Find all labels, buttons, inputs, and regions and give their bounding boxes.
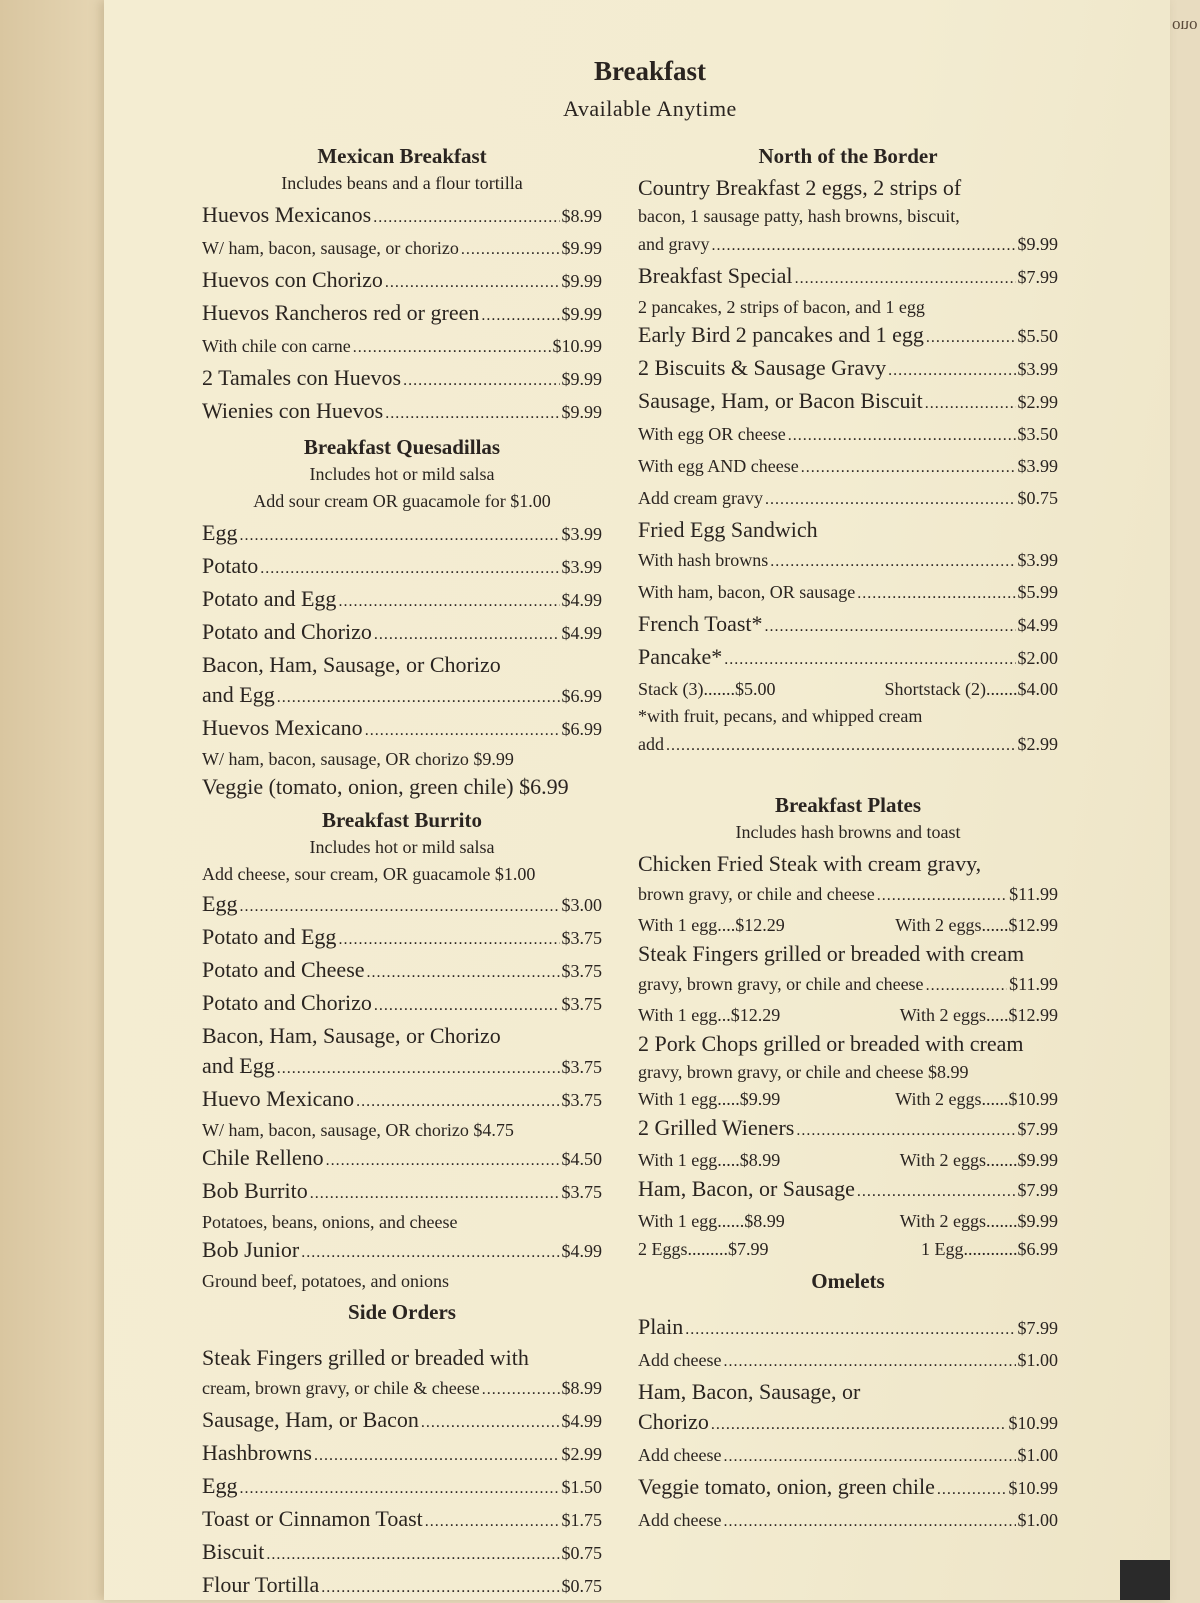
- menu-item: 2 Biscuits & Sausage Gravy ..... $3.99: [638, 353, 1058, 386]
- left-column: [202, 138, 602, 1603]
- menu-item: [638, 545, 1058, 577]
- menu-item: [202, 396, 602, 429]
- gw-eggs: With 1 egg.....$8.99 With 2 eggs.......$9.99: [638, 1150, 1058, 1170]
- item-price: $9.99: [561, 271, 602, 291]
- pc-line2: gravy, brown gravy, or chile and cheese $8.99: [638, 1062, 969, 1082]
- menu-item: and gravy ..... $9.99: [638, 229, 1058, 261]
- item-price: $3.99: [561, 557, 602, 577]
- menu-item: [202, 265, 602, 298]
- menu-item: [202, 1570, 602, 1603]
- item-price: $3.99: [1017, 456, 1058, 476]
- menu-item: [638, 419, 1058, 451]
- item-name: Huevos Rancheros red or green: [202, 300, 480, 325]
- mexican-list: [202, 200, 602, 429]
- item-price: $5.99: [1017, 582, 1058, 602]
- burrito-whbs: W/ ham, bacon, sausage, OR chorizo $4.75: [202, 1120, 514, 1140]
- menu-item: Ham, Bacon, or Sausage ..... $7.99: [638, 1174, 1058, 1207]
- fruit-line1: *with fruit, pecans, and whipped cream: [638, 706, 923, 726]
- north-heading: North of the Border: [758, 144, 938, 168]
- item-price: $0.75: [561, 1543, 602, 1563]
- menu-item: Chile Relleno ..... $4.50: [202, 1143, 602, 1176]
- item-price: $9.99: [561, 402, 602, 422]
- menu-item: Chorizo ..... $10.99: [638, 1407, 1058, 1440]
- item-name: Egg: [202, 1473, 238, 1498]
- item-name: Add cream gravy: [638, 488, 763, 508]
- menu-title: Breakfast: [594, 56, 706, 86]
- quesadillas-heading: Breakfast Quesadillas: [303, 435, 501, 459]
- hbs-eggs: With 1 egg......$8.99 With 2 eggs.......$9.99: [638, 1211, 1058, 1231]
- corner-text: ouo: [1172, 14, 1198, 33]
- background-left: [0, 0, 104, 1600]
- menu-item: Bob Junior ..... $4.99: [202, 1235, 602, 1268]
- item-price: $3.00: [561, 895, 602, 915]
- item-price: $1.50: [561, 1477, 602, 1497]
- item-price: $0.75: [1017, 488, 1058, 508]
- plates-note: Includes hash browns and toast: [735, 822, 961, 842]
- menu-item: [202, 889, 602, 922]
- burrito-list: [202, 889, 602, 1021]
- menu-item: [202, 1537, 602, 1570]
- menu-item: and Egg ..... $6.99: [202, 680, 602, 713]
- item-price: $1.75: [561, 1510, 602, 1530]
- menu-item: Bob Burrito ..... $3.75: [202, 1176, 602, 1209]
- item-price: $3.50: [1017, 424, 1058, 444]
- quesadillas-list: [202, 518, 602, 650]
- item-price: $8.99: [561, 206, 602, 226]
- sides-sf-line1: Steak Fingers grilled or breaded with: [202, 1345, 529, 1370]
- menu-item: brown gravy, or chile and cheese ..... $11.99: [638, 879, 1058, 911]
- item-name: Potato: [202, 553, 259, 578]
- omelets-heading: Omelets: [811, 1269, 885, 1293]
- sf-eggs: With 1 egg...$12.29 With 2 eggs.....$12.99: [638, 1005, 1058, 1025]
- menu-item: cream, brown gravy, or chile & cheese ..... $8.99: [202, 1373, 602, 1405]
- menu-item: Breakfast Special ..... $7.99: [638, 261, 1058, 294]
- item-price: $9.99: [561, 238, 602, 258]
- menu-item: [202, 1405, 602, 1438]
- right-column: [638, 138, 1058, 1537]
- menu-item: [202, 518, 602, 551]
- item-price: $3.99: [1017, 550, 1058, 570]
- item-name: W/ ham, bacon, sausage, or chorizo: [202, 238, 459, 258]
- menu-item: 2 Grilled Wieners ..... $7.99: [638, 1113, 1058, 1146]
- ques-bhs-line1: Bacon, Ham, Sausage, or Chorizo: [202, 652, 501, 677]
- ques-whbs: W/ ham, bacon, sausage, OR chorizo $9.99: [202, 749, 514, 769]
- item-name: Potato and Chorizo: [202, 990, 372, 1015]
- item-name: With ham, bacon, OR sausage: [638, 582, 856, 602]
- sides-heading: Side Orders: [348, 1300, 456, 1324]
- fes-name: Fried Egg Sandwich: [638, 517, 818, 542]
- burrito-bhs-line1: Bacon, Ham, Sausage, or Chorizo: [202, 1023, 501, 1048]
- item-name: Biscuit: [202, 1539, 265, 1564]
- item-name: With chile con carne: [202, 336, 351, 356]
- item-name: Potato and Cheese: [202, 957, 365, 982]
- item-name: Egg: [202, 891, 238, 916]
- bs-desc: 2 pancakes, 2 strips of bacon, and 1 egg: [638, 297, 925, 317]
- menu-item: Veggie tomato, onion, green chile ..... $10.99: [638, 1472, 1058, 1505]
- cb-line1: Country Breakfast 2 eggs, 2 strips of: [638, 175, 962, 200]
- menu-item: gravy, brown gravy, or chile and cheese ..... $11.99: [638, 969, 1058, 1001]
- item-name: Potato and Chorizo: [202, 619, 372, 644]
- burrito-note: Includes hot or mild salsa: [309, 837, 495, 857]
- item-name: With egg AND cheese: [638, 456, 799, 476]
- menu-item: [202, 1471, 602, 1504]
- menu-item: [638, 483, 1058, 515]
- item-price: $3.75: [561, 994, 602, 1014]
- item-price: $3.99: [561, 524, 602, 544]
- menu-item: and Egg ..... $3.75: [202, 1051, 602, 1084]
- bobjr-desc: Ground beef, potatoes, and onions: [202, 1271, 449, 1291]
- menu-item: Early Bird 2 pancakes and 1 egg ..... $5.50: [638, 320, 1058, 353]
- background-right: [1170, 0, 1200, 1600]
- cb-line2: bacon, 1 sausage patty, hash browns, biscuit,: [638, 206, 960, 226]
- item-name: Egg: [202, 520, 238, 545]
- menu-item: Add cheese ..... $1.00: [638, 1345, 1058, 1377]
- table-edge: [1120, 1560, 1170, 1600]
- menu-item: [202, 922, 602, 955]
- item-price: $0.75: [561, 1576, 602, 1596]
- pc-eggs: With 1 egg.....$9.99 With 2 eggs......$10.99: [638, 1089, 1058, 1109]
- sides-list: [202, 1405, 602, 1603]
- menu-item: [202, 617, 602, 650]
- item-name: Hashbrowns: [202, 1440, 312, 1465]
- eggs-row: 2 Eggs.........$7.99 1 Egg............$6.99: [638, 1239, 1058, 1259]
- item-name: With egg OR cheese: [638, 424, 786, 444]
- cfs-line1: Chicken Fried Steak with cream gravy,: [638, 851, 982, 876]
- mexican-heading: Mexican Breakfast: [317, 144, 487, 168]
- menu-item: Plain ..... $7.99: [638, 1312, 1058, 1345]
- menu-item: [202, 331, 602, 363]
- menu-item: Huevo Mexicano ..... $3.75: [202, 1084, 602, 1117]
- menu-item: [202, 233, 602, 265]
- item-name: 2 Tamales con Huevos: [202, 365, 402, 390]
- menu-item: [638, 451, 1058, 483]
- item-price: $4.99: [561, 1411, 602, 1431]
- menu-item: [202, 1504, 602, 1537]
- fes-options: [638, 545, 1058, 609]
- menu-item: [202, 551, 602, 584]
- item-name: Potato and Egg: [202, 924, 337, 949]
- ques-veggie: Veggie (tomato, onion, green chile) $6.99: [202, 774, 569, 799]
- sf-line1: Steak Fingers grilled or breaded with cream: [638, 941, 1025, 966]
- pc-line1: 2 Pork Chops grilled or breaded with cream: [638, 1031, 1024, 1056]
- quesadillas-note: Includes hot or mild salsa: [309, 464, 495, 484]
- item-price: $3.75: [561, 961, 602, 981]
- menu-item: [202, 988, 602, 1021]
- menu-item: [202, 955, 602, 988]
- biscuit-options: [638, 419, 1058, 515]
- bob-desc: Potatoes, beans, onions, and cheese: [202, 1212, 458, 1232]
- item-name: Potato and Egg: [202, 586, 337, 611]
- mexican-note: Includes beans and a flour tortilla: [281, 173, 523, 193]
- item-name: Sausage, Ham, or Bacon: [202, 1407, 419, 1432]
- menu-item: add ..... $2.99: [638, 729, 1058, 761]
- item-price: $3.75: [561, 928, 602, 948]
- item-name: Flour Tortilla: [202, 1572, 320, 1597]
- menu-item: Huevos Mexicano ..... $6.99: [202, 713, 602, 746]
- menu-item: [202, 584, 602, 617]
- item-price: $9.99: [561, 304, 602, 324]
- item-name: With hash browns: [638, 550, 769, 570]
- burrito-heading: Breakfast Burrito: [321, 808, 482, 832]
- menu-subtitle: Available Anytime: [563, 96, 737, 121]
- menu-item: [638, 577, 1058, 609]
- menu-item: Pancake* ..... $2.00: [638, 642, 1058, 675]
- menu-item: Add cheese ..... $1.00: [638, 1440, 1058, 1472]
- burrito-addon: Add cheese, sour cream, OR guacamole $1.00: [202, 864, 536, 884]
- stack-row: Stack (3).......$5.00 Shortstack (2).......$4.00: [638, 679, 1058, 699]
- cfs-eggs: With 1 egg....$12.29 With 2 eggs......$12.99: [638, 915, 1058, 935]
- quesadillas-addon: Add sour cream OR guacamole for $1.00: [253, 491, 551, 511]
- menu-item: [202, 1438, 602, 1471]
- item-price: $4.99: [561, 590, 602, 610]
- item-name: Huevos con Chorizo: [202, 267, 383, 292]
- item-name: Toast or Cinnamon Toast: [202, 1506, 423, 1531]
- menu-item: [202, 298, 602, 331]
- item-price: $9.99: [561, 369, 602, 389]
- item-name: Huevos Mexicanos: [202, 202, 372, 227]
- hbsc-line1: Ham, Bacon, Sausage, or: [638, 1379, 861, 1404]
- menu-item: Add cheese ..... $1.00: [638, 1505, 1058, 1537]
- item-price: $2.99: [561, 1444, 602, 1464]
- menu-item: [202, 200, 602, 233]
- item-name: Wienies con Huevos: [202, 398, 384, 423]
- item-price: $10.99: [552, 336, 602, 356]
- item-price: $4.99: [561, 623, 602, 643]
- menu-item: Sausage, Ham, or Bacon Biscuit ..... $2.99: [638, 386, 1058, 419]
- menu-item: [202, 363, 602, 396]
- plates-heading: Breakfast Plates: [774, 793, 921, 817]
- menu-item: French Toast* ..... $4.99: [638, 609, 1058, 642]
